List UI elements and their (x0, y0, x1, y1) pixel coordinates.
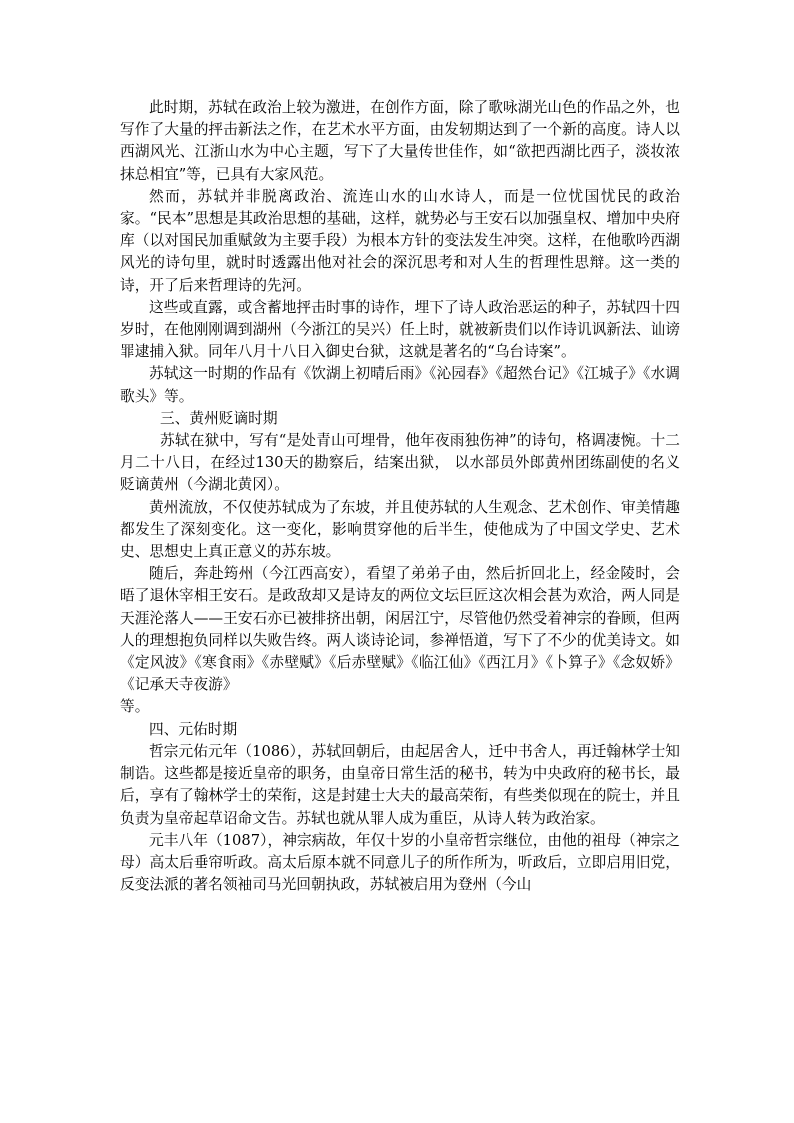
paragraph-wutai-case: 这些或直露，或含蓄地抨击时事的诗作，埋下了诗人政治恶运的种子，苏轼四十四岁时，在他刚刚调到湖州（今浙江的吴兴）任上时，就被新贵们以作诗讥讽新法、讪谤罪逮捕入狱。同年八月十八日入御史台狱，这就是著名的“乌台诗案”。 (120, 298, 680, 361)
paragraph-shenzong-death: 元丰八年（1087），神宗病故，年仅十岁的小皇帝哲宗继位，由他的祖母（神宗之母）高太后垂帘听政。高太后原本就不同意儿子的所作所为，听政后，立即启用旧党，反变法派的著名领袖司马光回朝执政，苏轼被启用为登州（今山 (120, 831, 680, 894)
paragraph-huangzhou-exile: 黄州流放，不仅使苏轼成为了东坡，并且使苏轼的人生观念、艺术创作、审美情趣都发生了深刻变化。这一变化，影响贯穿他的后半生，使他成为了中国文学史、艺术史、思想史上真正意义的苏东坡。 (120, 498, 680, 561)
paragraph-meeting-wanganshi: 随后，奔赴筠州（今江西高安），看望了弟弟子由，然后折回北上，经金陵时，会晤了退休宰相王安石。是政敌却又是诗友的两位文坛巨匠这次相会甚为欢洽，两人同是天涯沦落人——王安石亦已被排挤出朝，闲居江宁，尽管他仍然受着神宗的眷顾，但两人的理想抱负同样以失败告终。两人谈诗论词，参禅悟道，写下了不少的优美诗文。如《定风波》《寒食雨》《赤壁赋》《后赤壁赋》《临江仙》《西江月》《卜算子》《念奴娇》《记承天寺夜游》 (120, 565, 680, 694)
paragraph-works-list-tail: 等。 (120, 698, 150, 716)
section-heading-huangzhou: 三、黄州贬谪时期 (160, 409, 278, 427)
paragraph-return-to-court: 哲宗元佑元年（1086），苏轼回朝后，由起居舍人，迁中书舍人，再迁翰林学士知制诰。这些都是接近皇帝的职务，由皇帝日常生活的秘书，转为中央政府的秘书长，最后，享有了翰林学士的荣衔，这是封建士大夫的最高荣衔，有些类似现在的院士，并且负责为皇帝起草诏命文告。苏轼也就从罪人成为重臣，从诗人转为政治家。 (120, 742, 680, 827)
paragraph-political-thought: 然而，苏轼并非脱离政治、流连山水的山水诗人，而是一位忧国忧民的政治家。“民本”思想是其政治思想的基础，这样，就势必与王安石以加强皇权、增加中央府库（以对国民加重赋敛为主要手段）为根本方针的变法发生冲突。这样，在他歌吟西湖风光的诗句里，就时时透露出他对社会的深沉思考和对人生的哲理性思辩。这一类的诗，开了后来哲理诗的先河。 (120, 187, 680, 294)
section-heading-yuanyou: 四、元佑时期 (149, 720, 238, 738)
paragraph-in-prison: 苏轼在狱中，写有“是处青山可埋骨，他年夜雨独伤神”的诗句，格调凄惋。十二月二十八日，在经过130天的勘察后，结案出狱， 以水部员外郎黄州团练副使的名义贬谪黄州（今湖北黄冈）。 (120, 432, 680, 494)
paragraph-hangzhou-period: 此时期，苏轼在政治上较为激进，在创作方面，除了歌咏湖光山色的作品之外，也写作了大量的抨击新法之作，在艺术水平方面，由发轫期达到了一个新的高度。诗人以西湖风光、江浙山水为中心主题，写下了大量传世佳作，如“欲把西湖比西子，淡妆浓抹总相宜”等，已具有大家风范。 (120, 99, 680, 183)
paragraph-works-list-1: 苏轼这一时期的作品有《饮湖上初晴后雨》《沁园春》《超然台记》《江城子》《水调歌头》等。 (120, 365, 680, 405)
document-page (120, 97, 680, 896)
